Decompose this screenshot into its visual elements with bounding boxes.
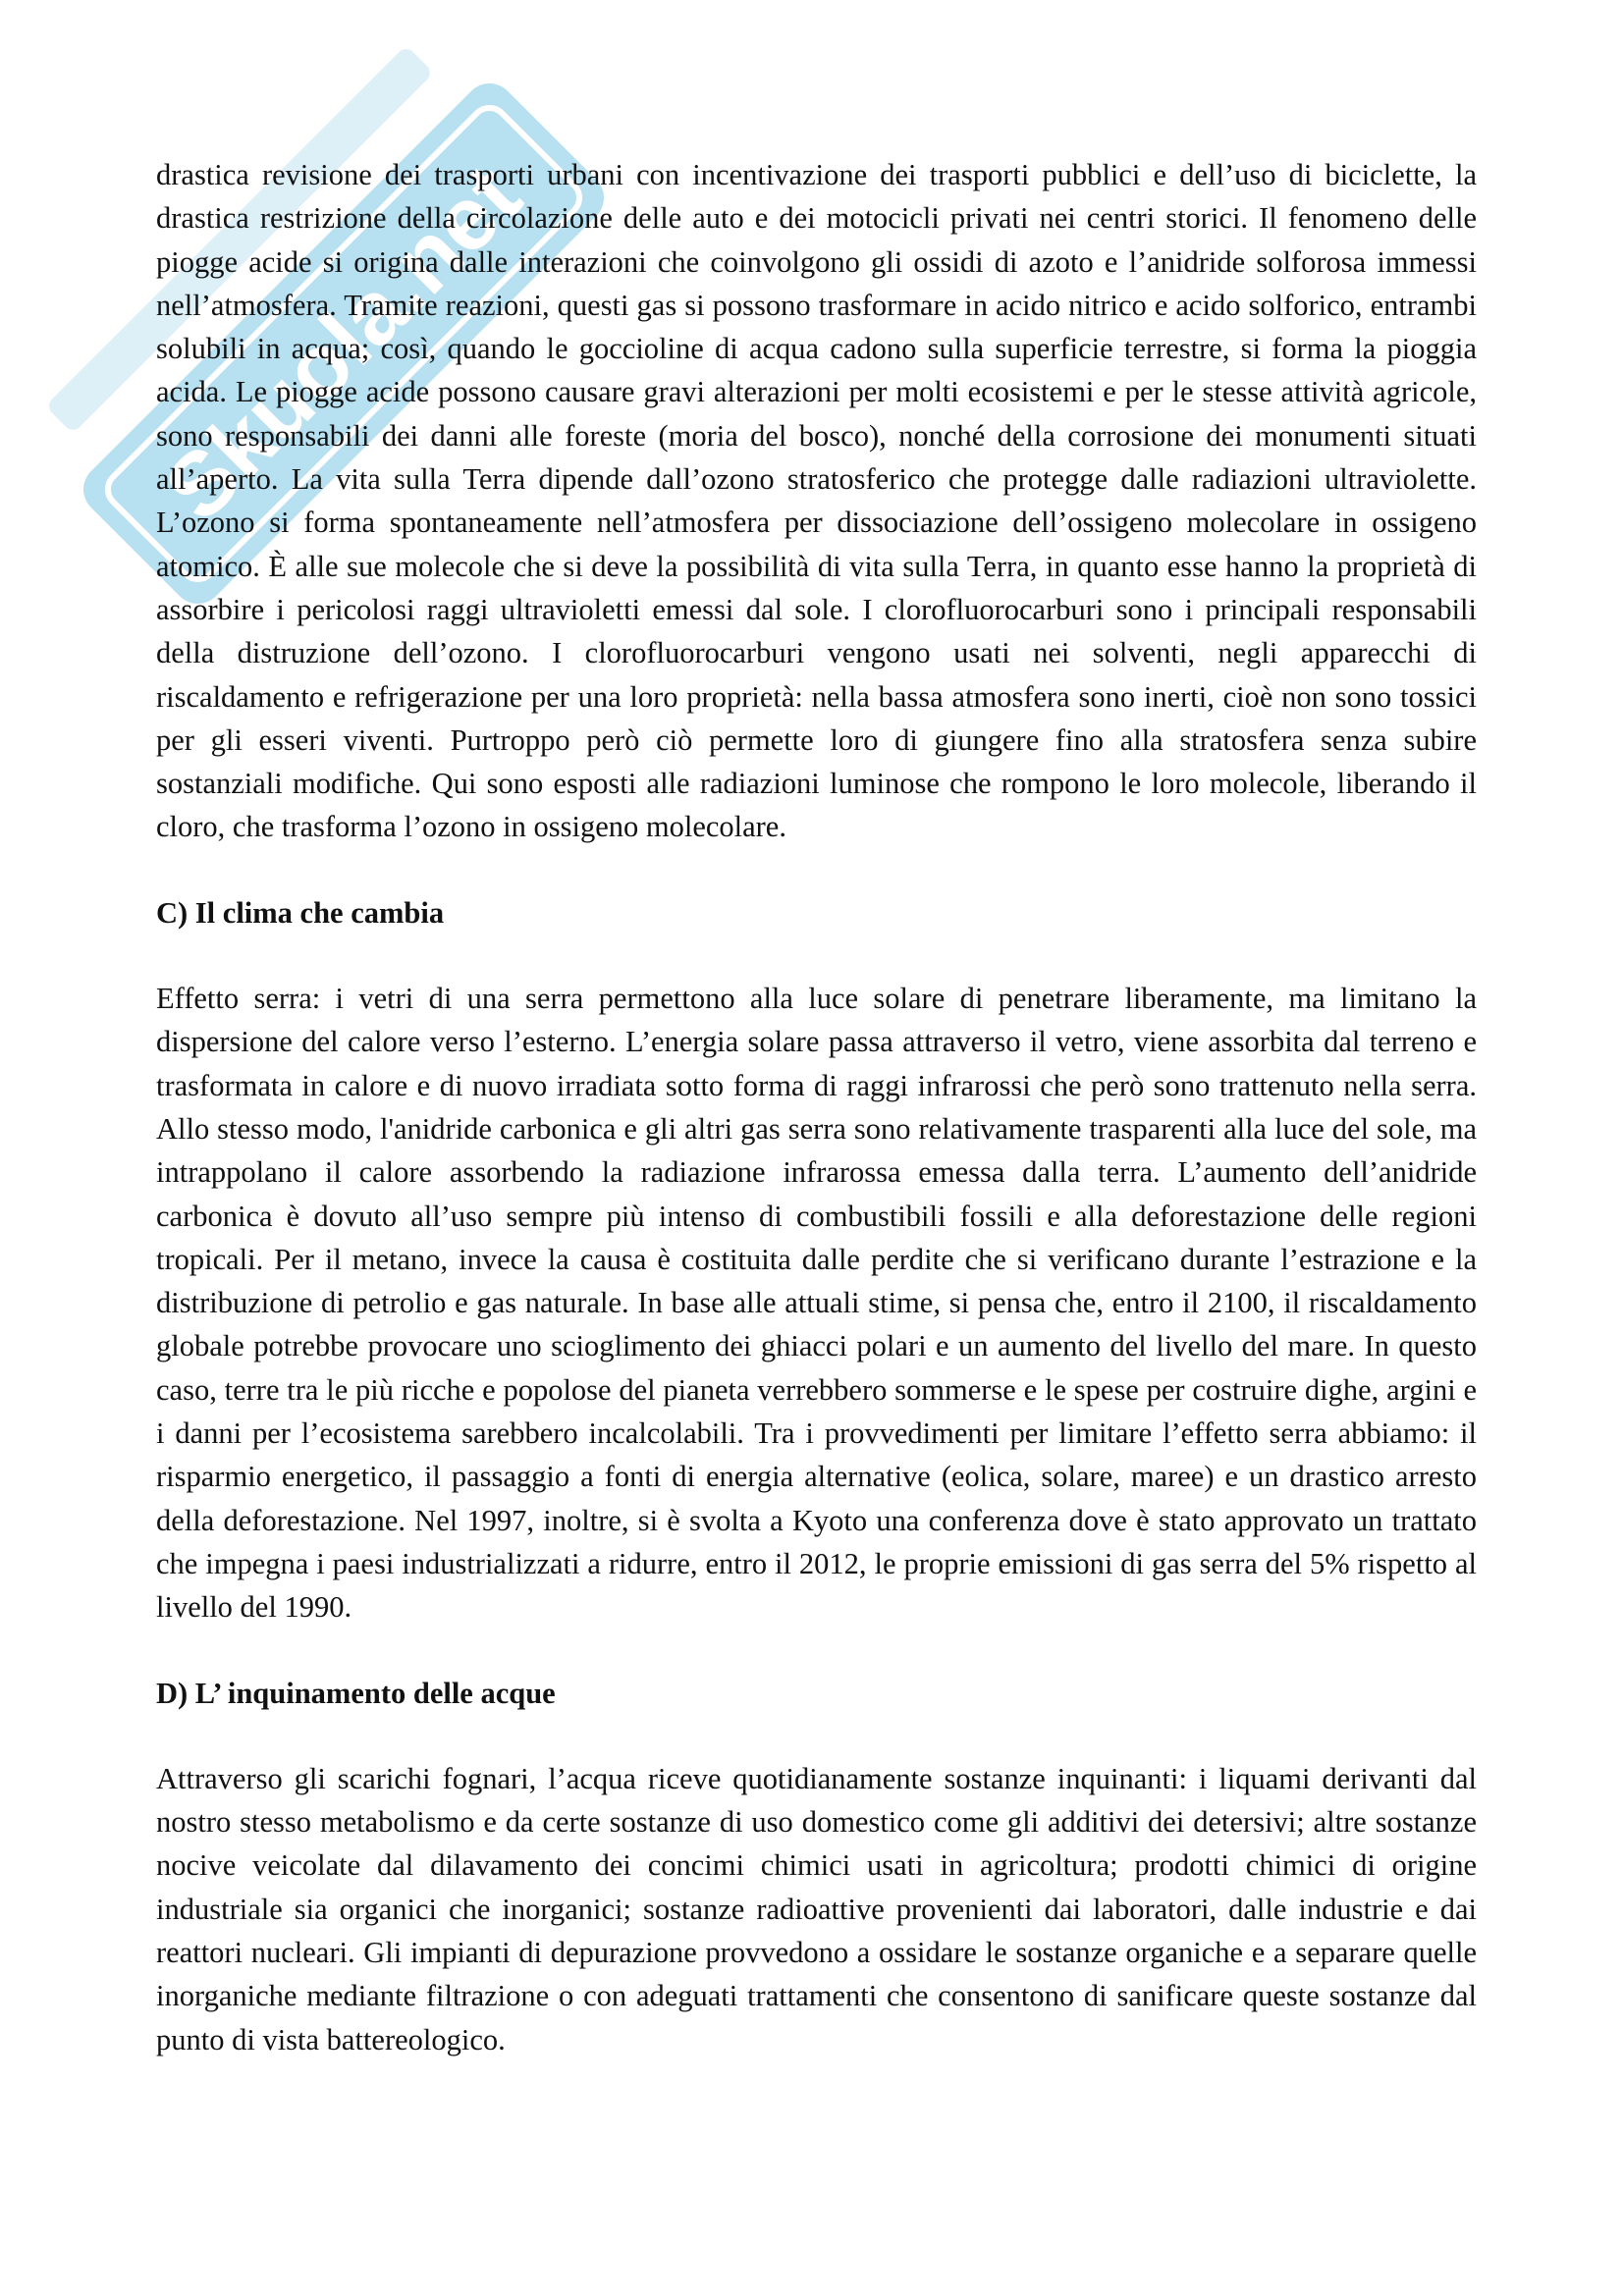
paragraph-acque: Attraverso gli scarichi fognari, l’acqua riceve quotidianamente sostanze inquinanti: i liquami derivanti dal nostro stesso metabolismo e da certe sostanze di uso domestico come gli additivi dei detersivi; altre sostanze nocive veicolate dal dilavamento dei concimi chimici usati in agricoltura; prodotti chimici di origine industriale sia organici che inorganici; sostanze radioattive provenienti dai laboratori, dalle industrie e dai reattori nucleari. Gli impianti di depurazione provvedono a ossidare le sostanze organiche e a separare quelle inorganiche mediante filtrazione o con adeguati trattamenti che consentono di sanificare queste sostanze dal punto di vista battereologico. [156, 1761, 1477, 2056]
spacer [156, 849, 1477, 891]
spacer [156, 1629, 1477, 1672]
paragraph-clima: Effetto serra: i vetri di una serra permettono alla luce solare di penetrare liberamente, ma limitano la dispersione del calore verso l’esterno. L’energia solare passa attraverso il vetro, viene assorbita dal terreno e trasformata in calore e di nuovo irradiata sotto forma di raggi infrarossi che però sono trattenuto nella serra. Allo stesso modo, l'anidride carbonica e gli altri gas serra sono relativamente trasparenti alla luce del sole, ma intrappolano il calore assorbendo la radiazione infrarossa emessa dalla terra. L’aumento dell’anidride carbonica è dovuto all’uso sempre più intenso di combustibili fossili e alla deforestazione delle regioni tropicali. Per il metano, invece la causa è costituita dalle perdite che si verificano durante l’estrazione e la distribuzione di petrolio e gas naturale. In base alle attuali stime, si pensa che, entro il 2100, il riscaldamento globale potrebbe provocare uno scioglimento dei ghiacci polari e un aumento del livello del mare. In questo caso, terre tra le più ricche e popolose del pianeta verrebbero sommerse e le spese per costruire dighe, argini e i danni per l’ecosistema sarebbero incalcolabili. Tra i provvedimenti per limitare l’effetto serra abbiamo: il risparmio energetico, il passaggio a fonti di energia alternative (eolica, solare, maree) e un drastico arresto della deforestazione. Nel 1997, inoltre, si è svolta a Kyoto una conferenza dove è stato approvato un trattato che impegna i paesi industrializzati a ridurre, entro il 2012, le proprie emissioni di gas serra del 5% rispetto al livello del 1990. [156, 982, 1477, 1625]
spacer [156, 1715, 1477, 1757]
spacer [156, 934, 1477, 977]
section-heading-clima: C) Il clima che cambia [156, 895, 445, 930]
document-page [156, 153, 1477, 2061]
section-heading-acque: D) L’ inquinamento delle acque [156, 1676, 556, 1710]
paragraph-intro: drastica revisione dei trasporti urbani con incentivazione dei trasporti pubblici e dell’uso di biciclette, la drastica restrizione della circolazione delle auto e dei motocicli privati nei centri storici. Il fenomeno delle piogge acide si origina dalle interazioni che coinvolgono gli ossidi di azoto e l’anidride solforosa immessi nell’atmosfera. Tramite reazioni, questi gas si possono trasformare in acido nitrico e acido solforico, entrambi solubili in acqua; così, quando le goccioline di acqua cadono sulla superficie terrestre, si forma la pioggia acida. Le piogge acide possono causare gravi alterazioni per molti ecosistemi e per le stesse attività agricole, sono responsabili dei danni alle foreste (moria del bosco), nonché della corrosione dei monumenti situati all’aperto. La vita sulla Terra dipende dall’ozono stratosferico che protegge dalle radiazioni ultraviolette. L’ozono si forma spontaneamente nell’atmosfera per dissociazione dell’ossigeno molecolare in ossigeno atomico. È alle sue molecole che si deve la possibilità di vita sulla Terra, in quanto esse hanno la proprietà di assorbire i pericolosi raggi ultravioletti emessi dal sole. I clorofluorocarburi sono i principali responsabili della distruzione dell’ozono. I clorofluorocarburi vengono usati nei solventi, negli apparecchi di riscaldamento e refrigerazione per una loro proprietà: nella bassa atmosfera sono inerti, cioè non sono tossici per gli esseri viventi. Purtroppo però ciò permette loro di giungere fino alla stratosfera senza subire sostanziali modifiche. Qui sono esposti alle radiazioni luminose che rompono le loro molecole, liberando il cloro, che trasforma l’ozono in ossigeno molecolare. [156, 158, 1477, 844]
watermark-text: Skuola.net [145, 145, 540, 540]
